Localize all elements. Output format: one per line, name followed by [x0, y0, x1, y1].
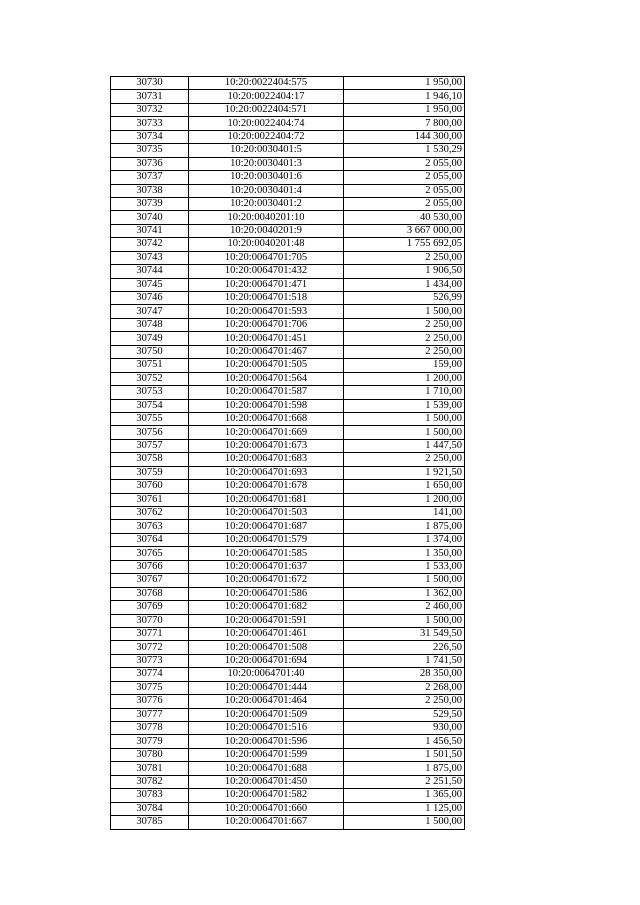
cadastral-number-cell: 10:20:0064701:705 — [189, 251, 344, 264]
value-cell: 1 200,00 — [344, 372, 465, 385]
value-cell: 3 667 000,00 — [344, 224, 465, 237]
cadastral-number-cell: 10:20:0064701:451 — [189, 332, 344, 345]
table-row — [111, 802, 465, 815]
value-cell: 1 875,00 — [344, 520, 465, 533]
table-row — [111, 748, 465, 761]
cadastral-number-cell: 10:20:0064701:598 — [189, 399, 344, 412]
cadastral-number-cell: 10:20:0064701:678 — [189, 480, 344, 493]
cadastral-value-table — [110, 76, 465, 830]
table-row — [111, 601, 465, 614]
row-number-cell: 30740 — [111, 211, 189, 224]
value-cell: 1 875,00 — [344, 762, 465, 775]
value-cell: 1 456,50 — [344, 735, 465, 748]
value-cell: 1 434,00 — [344, 278, 465, 291]
table-row — [111, 520, 465, 533]
row-number-cell: 30741 — [111, 224, 189, 237]
value-cell: 1 530,29 — [344, 144, 465, 157]
value-cell: 2 460,00 — [344, 601, 465, 614]
cadastral-number-cell: 10:20:0064701:683 — [189, 453, 344, 466]
row-number-cell: 30784 — [111, 802, 189, 815]
value-cell: 31 549,50 — [344, 627, 465, 640]
table-row — [111, 332, 465, 345]
cadastral-number-cell: 10:20:0064701:593 — [189, 305, 344, 318]
value-cell: 2 250,00 — [344, 695, 465, 708]
table-row — [111, 412, 465, 425]
value-cell: 529,50 — [344, 708, 465, 721]
table-row — [111, 318, 465, 331]
table-row — [111, 453, 465, 466]
row-number-cell: 30736 — [111, 157, 189, 170]
row-number-cell: 30755 — [111, 412, 189, 425]
row-number-cell: 30743 — [111, 251, 189, 264]
row-number-cell: 30776 — [111, 695, 189, 708]
row-number-cell: 30781 — [111, 762, 189, 775]
row-number-cell: 30732 — [111, 103, 189, 116]
table-row — [111, 238, 465, 251]
row-number-cell: 30766 — [111, 560, 189, 573]
row-number-cell: 30758 — [111, 453, 189, 466]
cadastral-number-cell: 10:20:0030401:5 — [189, 144, 344, 157]
cadastral-number-cell: 10:20:0064701:706 — [189, 318, 344, 331]
value-cell: 1 755 692,05 — [344, 238, 465, 251]
value-cell: 141,00 — [344, 507, 465, 520]
row-number-cell: 30756 — [111, 426, 189, 439]
table-row — [111, 722, 465, 735]
row-number-cell: 30754 — [111, 399, 189, 412]
cadastral-number-cell: 10:20:0022404:74 — [189, 117, 344, 130]
value-cell: 1 500,00 — [344, 614, 465, 627]
cadastral-number-cell: 10:20:0064701:467 — [189, 345, 344, 358]
table-row — [111, 157, 465, 170]
cadastral-number-cell: 10:20:0040201:48 — [189, 238, 344, 251]
value-cell: 2 251,50 — [344, 775, 465, 788]
value-cell: 2 055,00 — [344, 157, 465, 170]
value-cell: 1 447,50 — [344, 439, 465, 452]
table-row — [111, 789, 465, 802]
cadastral-number-cell: 10:20:0064701:508 — [189, 641, 344, 654]
value-cell: 1 500,00 — [344, 412, 465, 425]
value-cell: 2 250,00 — [344, 251, 465, 264]
table-row — [111, 90, 465, 103]
table-row — [111, 251, 465, 264]
table-row — [111, 560, 465, 573]
value-cell: 1 500,00 — [344, 574, 465, 587]
value-cell: 1 374,00 — [344, 533, 465, 546]
row-number-cell: 30773 — [111, 654, 189, 667]
row-number-cell: 30745 — [111, 278, 189, 291]
row-number-cell: 30751 — [111, 359, 189, 372]
row-number-cell: 30769 — [111, 601, 189, 614]
cadastral-number-cell: 10:20:0064701:673 — [189, 439, 344, 452]
row-number-cell: 30746 — [111, 292, 189, 305]
row-number-cell: 30749 — [111, 332, 189, 345]
cadastral-number-cell: 10:20:0064701:637 — [189, 560, 344, 573]
table-row — [111, 614, 465, 627]
value-cell: 1 200,00 — [344, 493, 465, 506]
row-number-cell: 30770 — [111, 614, 189, 627]
table-row — [111, 695, 465, 708]
cadastral-number-cell: 10:20:0040201:9 — [189, 224, 344, 237]
table-row — [111, 547, 465, 560]
row-number-cell: 30779 — [111, 735, 189, 748]
row-number-cell: 30744 — [111, 265, 189, 278]
row-number-cell: 30734 — [111, 130, 189, 143]
cadastral-number-cell: 10:20:0064701:667 — [189, 816, 344, 829]
cadastral-number-cell: 10:20:0022404:571 — [189, 103, 344, 116]
value-cell: 1 946,10 — [344, 90, 465, 103]
cadastral-number-cell: 10:20:0064701:586 — [189, 587, 344, 600]
value-cell: 1 533,00 — [344, 560, 465, 573]
cadastral-number-cell: 10:20:0064701:596 — [189, 735, 344, 748]
table-row — [111, 278, 465, 291]
row-number-cell: 30752 — [111, 372, 189, 385]
cadastral-number-cell: 10:20:0064701:40 — [189, 668, 344, 681]
value-cell: 1 906,50 — [344, 265, 465, 278]
cadastral-number-cell: 10:20:0064701:505 — [189, 359, 344, 372]
cadastral-number-cell: 10:20:0064701:688 — [189, 762, 344, 775]
row-number-cell: 30778 — [111, 722, 189, 735]
row-number-cell: 30777 — [111, 708, 189, 721]
table-row — [111, 708, 465, 721]
row-number-cell: 30771 — [111, 627, 189, 640]
cadastral-number-cell: 10:20:0064701:591 — [189, 614, 344, 627]
table-row — [111, 627, 465, 640]
cadastral-number-cell: 10:20:0022404:72 — [189, 130, 344, 143]
cadastral-number-cell: 10:20:0064701:687 — [189, 520, 344, 533]
row-number-cell: 30765 — [111, 547, 189, 560]
table-row — [111, 641, 465, 654]
table-row — [111, 507, 465, 520]
value-cell: 1 500,00 — [344, 816, 465, 829]
cadastral-number-cell: 10:20:0064701:461 — [189, 627, 344, 640]
value-cell: 1 362,00 — [344, 587, 465, 600]
row-number-cell: 30759 — [111, 466, 189, 479]
table-row — [111, 197, 465, 210]
table-row — [111, 466, 465, 479]
row-number-cell: 30742 — [111, 238, 189, 251]
row-number-cell: 30757 — [111, 439, 189, 452]
row-number-cell: 30785 — [111, 816, 189, 829]
table-row — [111, 130, 465, 143]
value-cell: 1 365,00 — [344, 789, 465, 802]
row-number-cell: 30739 — [111, 197, 189, 210]
table-row — [111, 654, 465, 667]
cadastral-number-cell: 10:20:0030401:4 — [189, 184, 344, 197]
table-row — [111, 171, 465, 184]
row-number-cell: 30737 — [111, 171, 189, 184]
cadastral-number-cell: 10:20:0064701:681 — [189, 493, 344, 506]
value-cell: 28 350,00 — [344, 668, 465, 681]
table-row — [111, 735, 465, 748]
cadastral-number-cell: 10:20:0064701:444 — [189, 681, 344, 694]
value-cell: 1 501,50 — [344, 748, 465, 761]
cadastral-number-cell: 10:20:0022404:575 — [189, 77, 344, 90]
row-number-cell: 30783 — [111, 789, 189, 802]
row-number-cell: 30753 — [111, 386, 189, 399]
row-number-cell: 30768 — [111, 587, 189, 600]
cadastral-number-cell: 10:20:0064701:682 — [189, 601, 344, 614]
table-row — [111, 480, 465, 493]
value-cell: 2 250,00 — [344, 332, 465, 345]
table-row — [111, 816, 465, 829]
row-number-cell: 30733 — [111, 117, 189, 130]
row-number-cell: 30762 — [111, 507, 189, 520]
cadastral-number-cell: 10:20:0064701:579 — [189, 533, 344, 546]
table-row — [111, 77, 465, 90]
value-cell: 2 250,00 — [344, 318, 465, 331]
value-cell: 526,99 — [344, 292, 465, 305]
value-cell: 1 539,00 — [344, 399, 465, 412]
value-cell: 1 921,50 — [344, 466, 465, 479]
cadastral-number-cell: 10:20:0064701:516 — [189, 722, 344, 735]
table-row — [111, 426, 465, 439]
table-row — [111, 439, 465, 452]
value-cell: 2 250,00 — [344, 453, 465, 466]
table-row — [111, 265, 465, 278]
cadastral-number-cell: 10:20:0030401:2 — [189, 197, 344, 210]
cadastral-number-cell: 10:20:0030401:6 — [189, 171, 344, 184]
table-row — [111, 305, 465, 318]
cadastral-number-cell: 10:20:0064701:471 — [189, 278, 344, 291]
value-cell: 1 500,00 — [344, 305, 465, 318]
row-number-cell: 30748 — [111, 318, 189, 331]
row-number-cell: 30731 — [111, 90, 189, 103]
cadastral-number-cell: 10:20:0064701:509 — [189, 708, 344, 721]
row-number-cell: 30747 — [111, 305, 189, 318]
value-cell: 2 055,00 — [344, 184, 465, 197]
cadastral-number-cell: 10:20:0040201:10 — [189, 211, 344, 224]
table-row — [111, 184, 465, 197]
table-row — [111, 292, 465, 305]
cadastral-number-cell: 10:20:0064701:660 — [189, 802, 344, 815]
cadastral-number-cell: 10:20:0064701:693 — [189, 466, 344, 479]
value-cell: 7 800,00 — [344, 117, 465, 130]
value-cell: 144 300,00 — [344, 130, 465, 143]
value-cell: 1 950,00 — [344, 77, 465, 90]
value-cell: 1 125,00 — [344, 802, 465, 815]
value-cell: 1 950,00 — [344, 103, 465, 116]
table-row — [111, 345, 465, 358]
value-cell: 2 055,00 — [344, 171, 465, 184]
value-cell: 1 350,00 — [344, 547, 465, 560]
table-body — [111, 77, 465, 830]
value-cell: 40 530,00 — [344, 211, 465, 224]
cadastral-number-cell: 10:20:0030401:3 — [189, 157, 344, 170]
row-number-cell: 30764 — [111, 533, 189, 546]
row-number-cell: 30735 — [111, 144, 189, 157]
table-row — [111, 372, 465, 385]
cadastral-number-cell: 10:20:0064701:564 — [189, 372, 344, 385]
cadastral-number-cell: 10:20:0064701:518 — [189, 292, 344, 305]
row-number-cell: 30775 — [111, 681, 189, 694]
row-number-cell: 30763 — [111, 520, 189, 533]
value-cell: 1 500,00 — [344, 426, 465, 439]
cadastral-number-cell: 10:20:0064701:587 — [189, 386, 344, 399]
table-row — [111, 668, 465, 681]
table-row — [111, 533, 465, 546]
table-row — [111, 681, 465, 694]
table-row — [111, 762, 465, 775]
value-cell: 159,00 — [344, 359, 465, 372]
cadastral-number-cell: 10:20:0064701:432 — [189, 265, 344, 278]
table-row — [111, 399, 465, 412]
value-cell: 1 741,50 — [344, 654, 465, 667]
row-number-cell: 30780 — [111, 748, 189, 761]
value-cell: 1 710,00 — [344, 386, 465, 399]
table-row — [111, 224, 465, 237]
table-row — [111, 144, 465, 157]
cadastral-number-cell: 10:20:0064701:503 — [189, 507, 344, 520]
table-row — [111, 775, 465, 788]
table-row — [111, 117, 465, 130]
cadastral-number-cell: 10:20:0064701:450 — [189, 775, 344, 788]
table-row — [111, 103, 465, 116]
table-row — [111, 211, 465, 224]
cadastral-number-cell: 10:20:0064701:668 — [189, 412, 344, 425]
row-number-cell: 30774 — [111, 668, 189, 681]
cadastral-number-cell: 10:20:0064701:585 — [189, 547, 344, 560]
row-number-cell: 30761 — [111, 493, 189, 506]
row-number-cell: 30730 — [111, 77, 189, 90]
table-row — [111, 359, 465, 372]
row-number-cell: 30738 — [111, 184, 189, 197]
cadastral-number-cell: 10:20:0022404:17 — [189, 90, 344, 103]
row-number-cell: 30760 — [111, 480, 189, 493]
cadastral-number-cell: 10:20:0064701:599 — [189, 748, 344, 761]
cadastral-number-cell: 10:20:0064701:464 — [189, 695, 344, 708]
value-cell: 2 268,00 — [344, 681, 465, 694]
cadastral-number-cell: 10:20:0064701:582 — [189, 789, 344, 802]
table-row — [111, 386, 465, 399]
cadastral-number-cell: 10:20:0064701:672 — [189, 574, 344, 587]
table-row — [111, 587, 465, 600]
cadastral-number-cell: 10:20:0064701:694 — [189, 654, 344, 667]
table-row — [111, 574, 465, 587]
row-number-cell: 30782 — [111, 775, 189, 788]
value-cell: 930,00 — [344, 722, 465, 735]
value-cell: 1 650,00 — [344, 480, 465, 493]
value-cell: 226,50 — [344, 641, 465, 654]
value-cell: 2 055,00 — [344, 197, 465, 210]
row-number-cell: 30772 — [111, 641, 189, 654]
row-number-cell: 30767 — [111, 574, 189, 587]
value-cell: 2 250,00 — [344, 345, 465, 358]
row-number-cell: 30750 — [111, 345, 189, 358]
cadastral-number-cell: 10:20:0064701:669 — [189, 426, 344, 439]
table-row — [111, 493, 465, 506]
